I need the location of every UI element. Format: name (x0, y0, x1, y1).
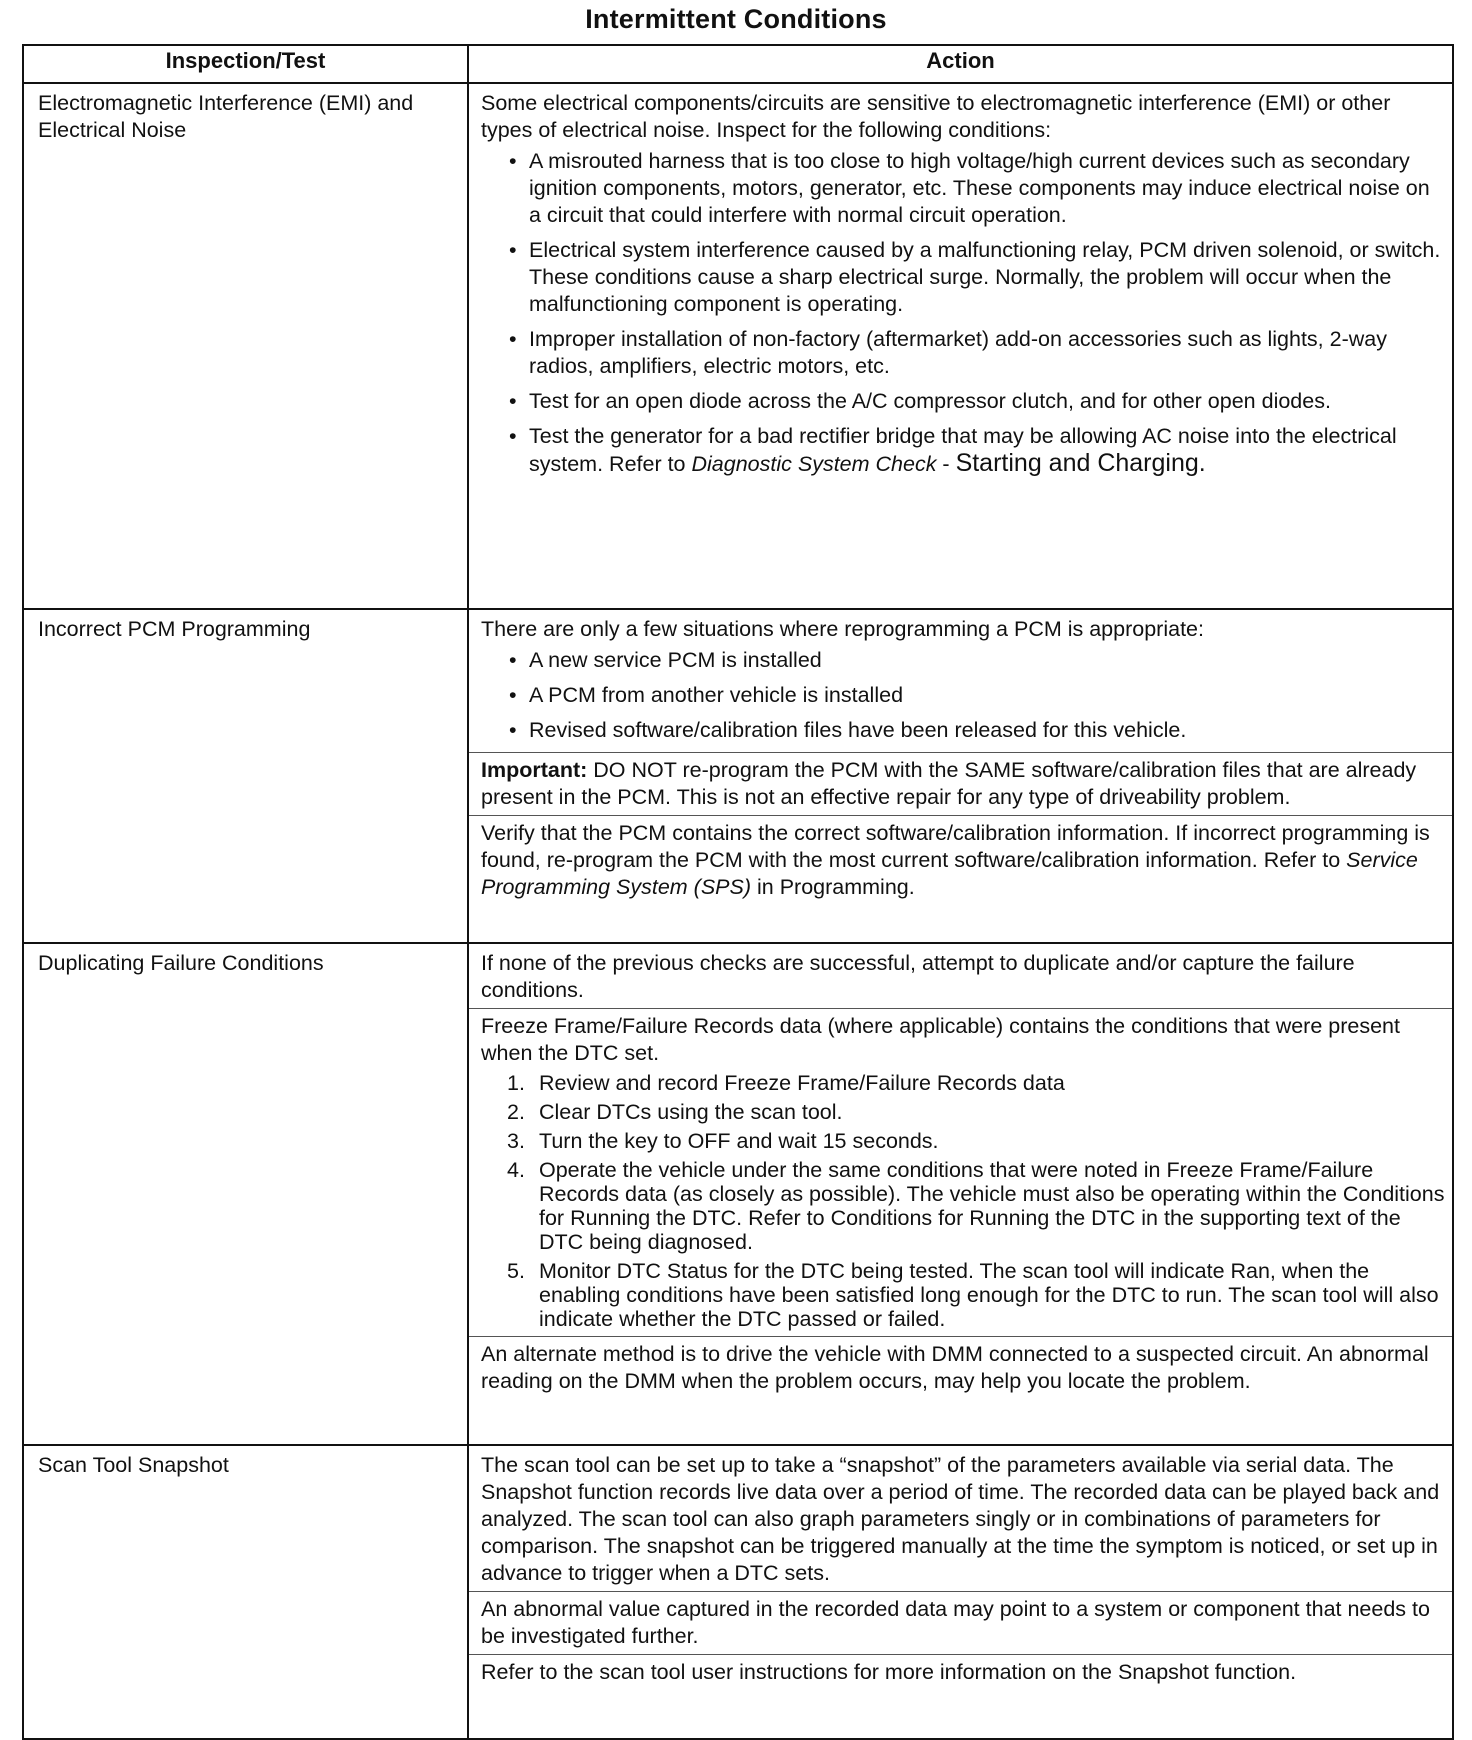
step-number: 3. (507, 1129, 525, 1153)
freeze-frame-paragraph: Freeze Frame/Failure Records data (where applicable) contains the conditions that were present when the DTC set. (481, 1014, 1400, 1065)
important-note (481, 757, 1446, 811)
list-item: • Electrical system interference caused by a malfunctioning relay, PCM driven solenoid, or switch. These conditions cause a sharp electrical surge. Normally, the problem will occur when the malfunctioning component is operating. (507, 237, 1446, 318)
verify-text: Verify that the PCM contains the correct software/calibration information. If incorrect programming is found, re-program the PCM with the most current software/calibration information. Refer to (481, 821, 1430, 872)
table-row (23, 609, 1453, 943)
list-item (507, 1129, 1446, 1153)
list-item (507, 423, 1446, 478)
divider (469, 815, 1452, 816)
action-intro: Some electrical components/circuits are sensitive to electromagnetic interference (EMI) or other types of electrical noise. Inspect for the following conditions: (481, 91, 1391, 142)
important-label: Important: (481, 758, 588, 782)
important-text: DO NOT re-program the PCM with the SAME software/calibration files that are already present in the PCM. This is not an effective repair for any type of driveability problem. (481, 758, 1417, 809)
step-number: 1. (507, 1071, 525, 1095)
divider (469, 752, 1452, 753)
list-item (507, 1259, 1446, 1331)
list-item (507, 1071, 1446, 1095)
divider (469, 1591, 1452, 1592)
action-cell (468, 83, 1453, 609)
action-cell (468, 943, 1453, 1445)
list-item (507, 1100, 1446, 1124)
step-text: Review and record Freeze Frame/Failure Records data (539, 1071, 1065, 1095)
step-number: 2. (507, 1100, 525, 1124)
step-number: 4. (507, 1158, 525, 1182)
action-cell (468, 609, 1453, 943)
table-row (23, 943, 1453, 1445)
step-number: 5. (507, 1259, 525, 1283)
step-text: Clear DTCs using the scan tool. (539, 1100, 843, 1124)
list-item: • Improper installation of non-factory (aftermarket) add-on accessories such as lights, 2-way radios, amplifiers, electric motors, etc. (507, 326, 1446, 380)
header-action: Action (468, 45, 1453, 83)
action-intro: There are only a few situations where reprogramming a PCM is appropriate: (481, 617, 1204, 641)
list-item (507, 1158, 1446, 1254)
list-item-text: Test the generator for a bad rectifier bridge that may be allowing AC noise into the electrical system. Refer to (529, 424, 1397, 476)
inspection-cell: Scan Tool Snapshot (23, 1445, 468, 1739)
divider (469, 1654, 1452, 1655)
table-row (23, 83, 1453, 609)
step-text: Operate the vehicle under the same conditions that were noted in Freeze Frame/Failure Records data (as closely as possible). The vehicle must also be operating within the Conditions for Running the DTC. Refer to Conditions for Running the DTC in the supporting text of the DTC being diagnosed. (539, 1158, 1445, 1254)
step-list (507, 1071, 1446, 1331)
step-text: Monitor DTC Status for the DTC being tested. The scan tool will indicate Ran, when the enabling conditions have been satisfied long enough for the DTC to run. The scan tool will also indicate whether the DTC passed or failed. (539, 1259, 1439, 1331)
bullet-list (507, 148, 1446, 478)
page-title: Intermittent Conditions (585, 4, 887, 34)
step-text: Turn the key to OFF and wait 15 seconds. (539, 1129, 939, 1153)
divider (469, 1008, 1452, 1009)
reference-link[interactable]: Diagnostic System Check (691, 452, 937, 476)
alternate-method-paragraph: An alternate method is to drive the vehicle with DMM connected to a suspected circuit. An abnormal reading on the DMM when the problem occurs, may help you locate the problem. (481, 1342, 1429, 1393)
action-cell (468, 1445, 1453, 1739)
reference-link[interactable]: Service Programming System (SPS) (481, 848, 1418, 899)
list-item: • Test for an open diode across the A/C compressor clutch, and for other open diodes. (507, 388, 1446, 415)
list-item: • A new service PCM is installed (507, 647, 1446, 674)
refer-paragraph: Refer to the scan tool user instructions for more information on the Snapshot function. (481, 1660, 1297, 1684)
inspection-cell: Duplicating Failure Conditions (23, 943, 468, 1445)
inspection-cell: Electromagnetic Interference (EMI) and Electrical Noise (23, 83, 468, 609)
list-item: • Revised software/calibration files have been released for this vehicle. (507, 717, 1446, 744)
bullet-list (507, 647, 1446, 744)
intermittent-conditions-table (22, 44, 1452, 1740)
action-intro: If none of the previous checks are successful, attempt to duplicate and/or capture the failure conditions. (481, 951, 1355, 1002)
reference-section: Starting and Charging. (955, 449, 1206, 477)
list-item: • A misrouted harness that is too close to high voltage/high current devices such as secondary ignition components, motors, generator, etc. These components may induce electrical noise on a circuit that could interfere with normal circuit operation. (507, 148, 1446, 229)
table-row (23, 1445, 1453, 1739)
table-header-row (23, 45, 1453, 83)
header-inspection-test: Inspection/Test (23, 45, 468, 83)
reference-separator: - (936, 452, 956, 476)
verify-paragraph (481, 820, 1446, 901)
snapshot-paragraph: The scan tool can be set up to take a “snapshot” of the parameters available via serial data. The Snapshot function records live data over a period of time. The recorded data can be played back and analyzed. The scan tool can also graph parameters singly or in combinations of parameters for comparison. The snapshot can be triggered manually at the time the symptom is noticed, or set up in advance to trigger when a DTC sets. (481, 1453, 1440, 1585)
divider (469, 1336, 1452, 1337)
abnormal-value-paragraph: An abnormal value captured in the recorded data may point to a system or component that needs to be investigated further. (481, 1597, 1430, 1648)
inspection-cell: Incorrect PCM Programming (23, 609, 468, 943)
list-item: • A PCM from another vehicle is installed (507, 682, 1446, 709)
verify-tail: in Programming. (751, 875, 915, 899)
